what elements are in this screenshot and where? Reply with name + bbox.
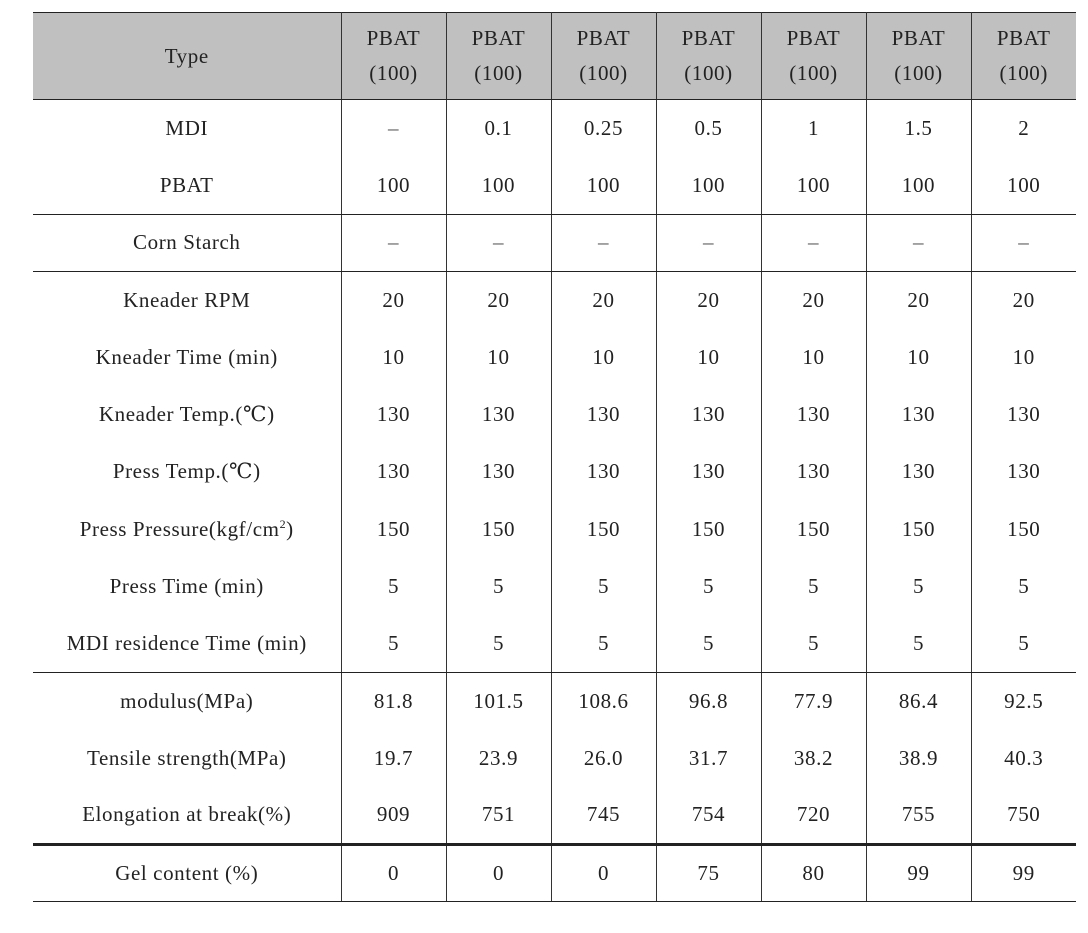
row-label [33,214,341,271]
table-cell: – [446,214,551,271]
column-header-sub: (100) [369,61,418,85]
column-header-sub: (100) [579,61,628,85]
row-label [33,558,341,615]
table-cell: 5 [341,558,446,615]
column-header [971,13,1076,100]
table-cell: 10 [446,329,551,386]
table-cell: – [341,214,446,271]
table-cell: 77.9 [761,672,866,729]
table-cell: 150 [551,501,656,558]
table-cell: 750 [971,787,1076,844]
table-cell: 130 [341,443,446,500]
table-cell: 10 [551,329,656,386]
row-label [33,501,341,558]
column-header-sub: (100) [684,61,733,85]
row-label [33,157,341,214]
row-label-text: Kneader Time (min) [95,344,278,369]
table-cell: 5 [971,615,1076,672]
row-label-text: Gel content (%) [115,861,259,885]
table-row [33,558,1076,615]
table-header [33,13,1076,100]
table-cell: 5 [656,558,761,615]
row-label [33,787,341,844]
table-cell: 0.1 [446,100,551,157]
table-cell: 19.7 [341,730,446,787]
column-header-name: PBAT [891,26,946,50]
table-cell: – [656,214,761,271]
table-body [33,100,1076,902]
table-cell: 909 [341,787,446,844]
table-cell: 100 [341,157,446,214]
row-label-text: PBAT [159,172,214,197]
table-cell: 96.8 [656,672,761,729]
table-cell: 5 [761,615,866,672]
table-cell: 100 [551,157,656,214]
table-cell: 0.5 [656,100,761,157]
row-label [33,730,341,787]
table-cell: 1 [761,100,866,157]
column-header-name: PBAT [471,26,526,50]
table-cell: 10 [866,329,971,386]
table-cell: 2 [971,100,1076,157]
table-cell: 20 [971,271,1076,328]
table-cell: 130 [656,443,761,500]
table-row [33,730,1076,787]
table-cell: 20 [341,271,446,328]
row-label-text: Tensile strength(MPa) [86,745,287,770]
table-cell: 20 [551,271,656,328]
row-label-text: Press Temp.(℃) [112,459,261,484]
column-header [551,13,656,100]
table-cell: 0.25 [551,100,656,157]
table-cell: 10 [656,329,761,386]
table-cell: 754 [656,787,761,844]
column-header-name: PBAT [576,26,631,50]
table-cell: 86.4 [866,672,971,729]
column-header [866,13,971,100]
row-label-text: modulus(MPa) [120,688,254,713]
table-cell: 751 [446,787,551,844]
table-cell: 130 [341,386,446,443]
column-header-sub: (100) [999,61,1048,85]
table-cell: 40.3 [971,730,1076,787]
row-label-text: Corn Starch [133,230,241,255]
table-cell: 92.5 [971,672,1076,729]
table-cell: 130 [761,386,866,443]
column-header-name: PBAT [366,26,421,50]
table-cell: 100 [656,157,761,214]
column-header [656,13,761,100]
table-cell: – [341,100,446,157]
table-row [33,100,1076,157]
column-header [341,13,446,100]
table-cell: 150 [761,501,866,558]
table-row [33,501,1076,558]
table-cell: 150 [656,501,761,558]
table-cell: 100 [446,157,551,214]
table-cell: 130 [866,386,971,443]
table-row [33,844,1076,901]
table-cell: 0 [446,844,551,901]
table-cell: 130 [971,386,1076,443]
table-row [33,271,1076,328]
table-row [33,787,1076,844]
table-cell: 31.7 [656,730,761,787]
table-cell: 5 [446,615,551,672]
table-cell: 23.9 [446,730,551,787]
table-cell: 10 [341,329,446,386]
table-cell: 38.9 [866,730,971,787]
row-label [33,844,341,901]
table-cell: 101.5 [446,672,551,729]
table-cell: 5 [551,615,656,672]
row-label-text: MDI residence Time (min) [66,631,307,656]
column-header [446,13,551,100]
column-header-name: PBAT [996,26,1051,50]
table-cell: 20 [446,271,551,328]
column-header-sub: (100) [474,61,523,85]
table-cell: 100 [866,157,971,214]
table-cell: 5 [866,615,971,672]
table-row [33,329,1076,386]
table-cell: 99 [971,844,1076,901]
row-label-text: MDI [165,115,209,140]
row-label [33,271,341,328]
column-header-sub: (100) [789,61,838,85]
table-cell: 5 [446,558,551,615]
table-cell: 130 [551,386,656,443]
table-cell: 755 [866,787,971,844]
table-cell: 10 [761,329,866,386]
table-cell: – [866,214,971,271]
row-label [33,615,341,672]
table-cell: 130 [761,443,866,500]
table-cell: 0 [341,844,446,901]
table-cell: 1.5 [866,100,971,157]
row-label-tail: ) [286,516,294,541]
table-cell: 20 [866,271,971,328]
table-cell: 130 [551,443,656,500]
type-header: Type [33,13,341,100]
column-header [761,13,866,100]
table-cell: 108.6 [551,672,656,729]
table-cell: 5 [341,615,446,672]
properties-table [33,12,1076,902]
row-label [33,329,341,386]
table-cell: 150 [446,501,551,558]
table-cell: 5 [971,558,1076,615]
table-cell: 5 [761,558,866,615]
table-row [33,443,1076,500]
table-cell: 150 [866,501,971,558]
table-cell: – [761,214,866,271]
table-row [33,672,1076,729]
table-cell: 100 [971,157,1076,214]
table-cell: 130 [656,386,761,443]
table-cell: 745 [551,787,656,844]
table-row [33,386,1076,443]
table-cell: 130 [446,386,551,443]
row-label-text: Elongation at break(%) [82,802,292,827]
column-header-sub: (100) [894,61,943,85]
row-label [33,672,341,729]
table-row [33,214,1076,271]
table-cell: 20 [761,271,866,328]
table-cell: 0 [551,844,656,901]
table-cell: 150 [971,501,1076,558]
row-label [33,386,341,443]
table-cell: 5 [866,558,971,615]
row-label-text: Kneader Temp.(℃) [98,402,275,427]
table-cell: 80 [761,844,866,901]
table-cell: 26.0 [551,730,656,787]
table-row [33,157,1076,214]
table-cell: 10 [971,329,1076,386]
table-cell: 150 [341,501,446,558]
table-cell: 130 [446,443,551,500]
table-cell: 130 [866,443,971,500]
table-cell: – [551,214,656,271]
table-cell: 20 [656,271,761,328]
table-cell: 5 [551,558,656,615]
header-row [33,13,1076,100]
table-cell: 720 [761,787,866,844]
table-row [33,615,1076,672]
table-cell: 130 [971,443,1076,500]
column-header-name: PBAT [786,26,841,50]
table-cell: – [971,214,1076,271]
table-cell: 75 [656,844,761,901]
table-cell: 5 [656,615,761,672]
table-cell: 38.2 [761,730,866,787]
row-label [33,443,341,500]
table-cell: 99 [866,844,971,901]
table-cell: 81.8 [341,672,446,729]
row-label [33,100,341,157]
table-cell: 100 [761,157,866,214]
row-label-superscript: 2 [279,516,287,531]
row-label-text: Press Time (min) [109,574,264,599]
column-header-name: PBAT [681,26,736,50]
row-label-text: Press Pressure(kgf/cm [79,516,280,541]
row-label-text: Kneader RPM [123,287,251,312]
